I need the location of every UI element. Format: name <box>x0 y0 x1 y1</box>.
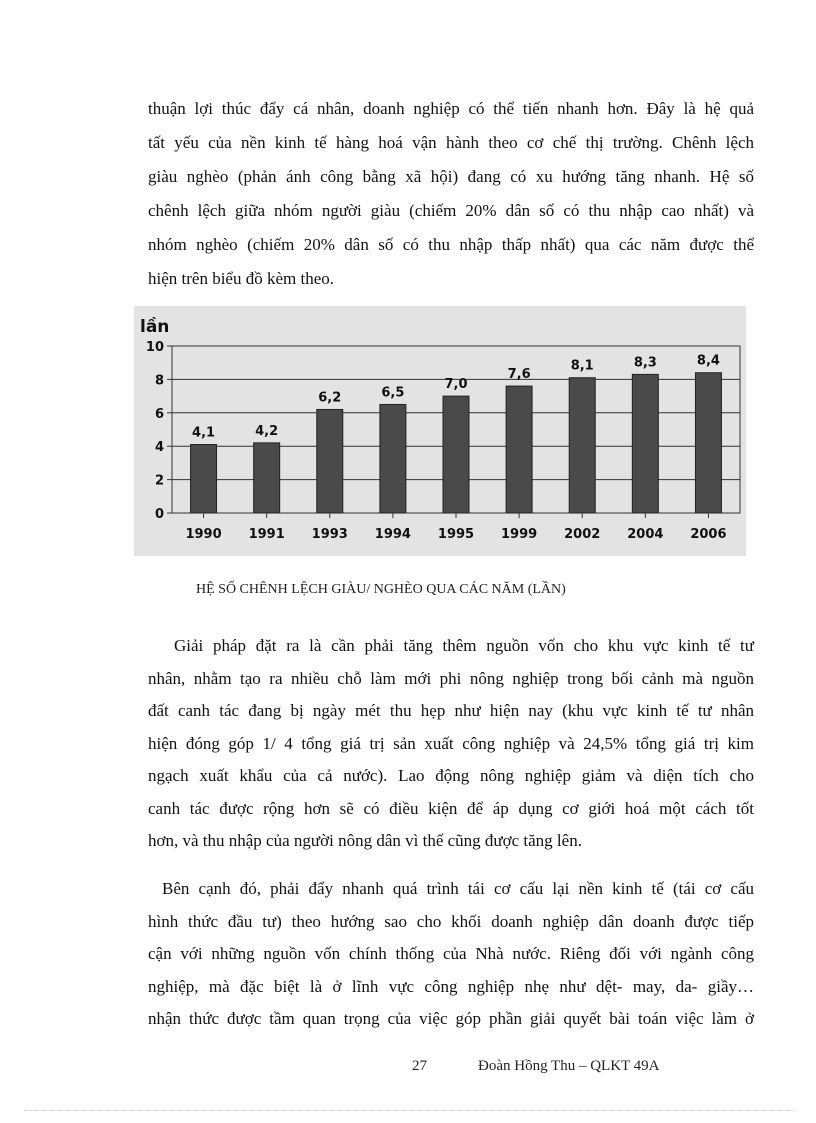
y-tick-label: 10 <box>145 340 164 355</box>
text-line: canh tác được rộng hơn sẽ có điều kiện để áp dụng cơ giới hoá một cách tốt <box>148 798 754 818</box>
text-line: thuận lợi thúc đẩy cá nhân, doanh nghiệp có thể tiến nhanh hơn. Đây là hệ quả <box>148 99 754 118</box>
paragraph-restructure <box>148 873 754 1036</box>
y-tick-label: 4 <box>154 440 164 456</box>
text-line: nhân, nhằm tạo ra nhiều chỗ làm mới phi nông nghiệp trong bối cảnh mà nguồn <box>148 668 754 688</box>
x-tick-label: 1994 <box>374 527 411 542</box>
bar-chart <box>134 306 746 556</box>
text-line: giàu nghèo (phản ánh công bằng xã hội) đang có xu hướng tăng nhanh. Hệ số <box>148 167 754 186</box>
bar <box>317 409 343 513</box>
data-label: 6,5 <box>381 385 405 401</box>
text-line: hơn, và thu nhập của người nông dân vì thế cũng được tăng lên. <box>148 831 582 850</box>
data-label: 8,1 <box>570 358 594 374</box>
text-line: nghiệp, mà đặc biệt là ở lĩnh vực công nghiệp nhẹ như dệt- may, da- giầy… <box>148 976 754 996</box>
text-line: nhóm nghèo (chiếm 20% dân số có thu nhập thấp nhất) qua các năm được thể <box>148 235 754 254</box>
page-number: 27 <box>412 1058 427 1074</box>
data-label: 4,1 <box>192 425 216 441</box>
data-label: 4,2 <box>255 423 279 439</box>
text-line: tất yếu của nền kinh tế hàng hoá vận hành theo cơ chế thị trường. Chênh lệch <box>148 133 754 152</box>
x-tick-label: 1999 <box>501 527 538 542</box>
footer-author: Đoàn Hồng Thu – QLKT 49A <box>478 1058 660 1074</box>
x-tick-label: 2004 <box>627 527 664 542</box>
x-tick-label: 2006 <box>690 527 727 542</box>
chart-caption: HỆ SỐ CHÊNH LỆCH GIÀU/ NGHÈO QUA CÁC NĂM (LẦN) <box>196 582 566 597</box>
data-label: 7,6 <box>507 367 531 383</box>
x-tick-label: 2002 <box>564 527 601 542</box>
y-tick-label: 6 <box>154 406 164 422</box>
bar <box>632 374 658 513</box>
text-line: nhận thức được tầm quan trọng của việc góp phần giải quyết bài toán việc làm ở <box>148 1009 754 1028</box>
x-tick-label: 1991 <box>248 527 285 542</box>
bar <box>695 373 721 513</box>
y-axis-label: lần <box>140 317 170 337</box>
x-tick-label: 1995 <box>437 527 475 542</box>
text-line: hiện đóng góp 1/ 4 tổng giá trị sản xuất công nghiệp và 24,5% tổng giá trị kim <box>148 733 754 753</box>
chart-canvas <box>134 306 746 556</box>
bar <box>506 386 532 513</box>
data-label: 7,0 <box>444 377 468 393</box>
bar <box>569 378 595 513</box>
x-tick-label: 1993 <box>311 527 348 542</box>
paragraph-solution <box>148 630 754 858</box>
text-line: Bên cạnh đó, phải đẩy nhanh quá trình tái cơ cấu lại nền kinh tế (tái cơ cấu <box>162 879 754 898</box>
x-tick-label: 1990 <box>185 527 222 542</box>
paragraph-intro <box>148 92 754 296</box>
bar <box>443 396 469 513</box>
y-tick-label: 0 <box>154 507 164 522</box>
bar <box>380 404 406 513</box>
bar <box>191 445 217 513</box>
text-line: chênh lệch giữa nhóm người giàu (chiếm 20% dân số có thu nhập cao nhất) và <box>148 201 754 220</box>
data-label: 8,4 <box>696 353 720 369</box>
text-line: ngạch xuất khẩu của cả nước). Lao động nông nghiệp giảm và diện tích cho <box>148 766 754 785</box>
text-line: đất canh tác đang bị ngày mét thu hẹp như hiện nay (khu vực kinh tế tư nhân <box>148 701 754 720</box>
data-label: 6,2 <box>318 390 342 406</box>
y-tick-label: 8 <box>154 373 164 389</box>
text-line: hình thức đầu tư) theo hướng sao cho khối doanh nghiệp dân doanh được tiếp <box>148 911 754 931</box>
bar <box>254 443 280 513</box>
text-line: Giải pháp đặt ra là cần phải tăng thêm nguồn vốn cho khu vực kinh tế tư <box>174 636 754 655</box>
y-tick-label: 2 <box>154 473 164 489</box>
data-label: 8,3 <box>633 355 657 371</box>
page-bottom-divider <box>24 1110 794 1111</box>
text-line: hiện trên biểu đồ kèm theo. <box>148 269 335 288</box>
text-line: cận với những nguồn vốn chính thống của Nhà nước. Riêng đối với ngành công <box>148 944 754 963</box>
